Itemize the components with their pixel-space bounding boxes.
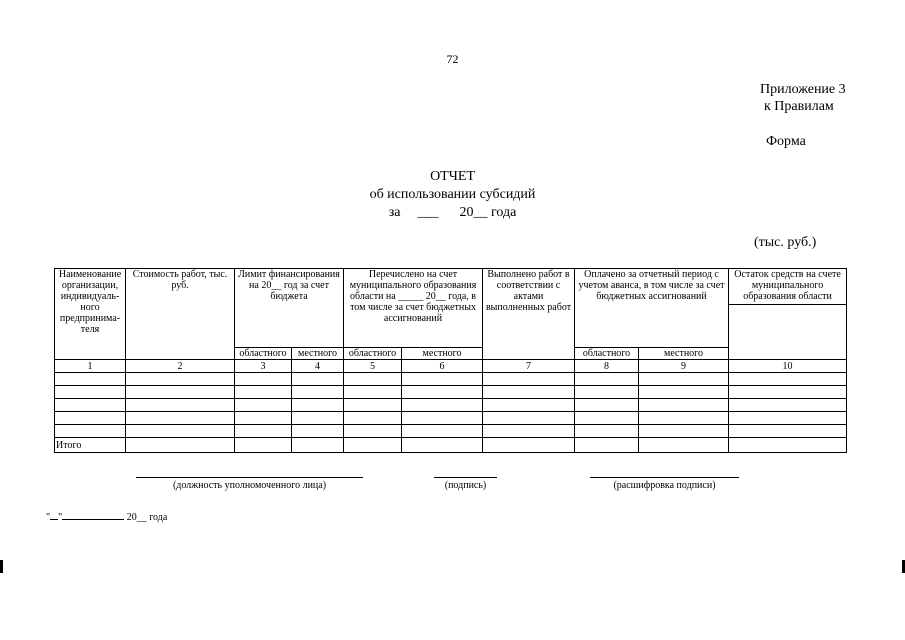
table-row xyxy=(55,399,847,412)
date-month-blank[interactable] xyxy=(62,510,124,520)
table-row xyxy=(55,373,847,386)
signature-line[interactable] xyxy=(434,477,497,478)
header-balance-label: Остаток средств на счете муниципального образования области xyxy=(734,269,841,302)
report-period xyxy=(0,204,905,221)
period-blank: ___ xyxy=(417,205,439,220)
total-cell[interactable] xyxy=(126,438,235,453)
header-row xyxy=(55,269,847,348)
appendix-line-1: Приложение 3 xyxy=(760,82,846,97)
table-cell[interactable] xyxy=(639,386,729,399)
column-number-row xyxy=(55,360,847,373)
table-cell[interactable] xyxy=(729,373,847,386)
position-signature-line[interactable] xyxy=(136,477,363,478)
table-cell[interactable] xyxy=(483,386,575,399)
table-cell[interactable] xyxy=(235,425,292,438)
subheader-paid-local: местного xyxy=(639,348,729,360)
table-cell[interactable] xyxy=(575,386,639,399)
total-cell[interactable] xyxy=(235,438,292,453)
column-number: 5 xyxy=(344,360,402,373)
table-cell[interactable] xyxy=(126,425,235,438)
header-funding-limit: Лимит финансирования на 20__ год за счет бюджета xyxy=(235,269,344,348)
table-cell[interactable] xyxy=(729,412,847,425)
table-cell[interactable] xyxy=(729,399,847,412)
subheader-limit-local: местного xyxy=(292,348,344,360)
signature-caption: (подпись) xyxy=(444,480,487,491)
table-cell[interactable] xyxy=(292,412,344,425)
total-cell[interactable] xyxy=(639,438,729,453)
total-cell[interactable] xyxy=(483,438,575,453)
column-number: 8 xyxy=(575,360,639,373)
report-table xyxy=(54,268,847,453)
appendix-heading xyxy=(760,81,846,115)
decoding-caption: (расшифровка подписи) xyxy=(613,480,716,491)
table-cell[interactable] xyxy=(402,412,483,425)
header-balance-empty-cell xyxy=(729,304,846,349)
date-close-quote: " xyxy=(58,512,63,523)
header-paid: Оплачено за отчетный период с учетом аванса, в том числе за счет бюджетных ассигнований xyxy=(575,269,729,348)
decoding-signature-line[interactable] xyxy=(590,477,739,478)
column-number: 9 xyxy=(639,360,729,373)
table-cell[interactable] xyxy=(292,399,344,412)
date-day-blank[interactable] xyxy=(50,510,58,520)
table-cell[interactable] xyxy=(292,425,344,438)
column-number: 6 xyxy=(402,360,483,373)
subheader-limit-regional: областного xyxy=(235,348,292,360)
position-caption: (должность уполномоченного лица) xyxy=(172,480,327,491)
form-label: Форма xyxy=(766,134,806,149)
table-cell[interactable] xyxy=(55,386,126,399)
header-balance xyxy=(729,269,847,360)
table-cell[interactable] xyxy=(344,412,402,425)
column-number: 10 xyxy=(729,360,847,373)
total-cell[interactable] xyxy=(292,438,344,453)
header-work-cost: Стоимость работ, тыс. руб. xyxy=(126,269,235,360)
total-cell[interactable] xyxy=(729,438,847,453)
date-open-quote: " xyxy=(46,512,51,523)
header-organization: Наименование организации, индивидуаль-ного предпринима-теля xyxy=(55,269,126,360)
table-cell[interactable] xyxy=(729,386,847,399)
column-number: 1 xyxy=(55,360,126,373)
date-year: 20__ года xyxy=(126,512,168,523)
table-cell[interactable] xyxy=(126,412,235,425)
header-work-completed: Выполнено работ в соответствии с актами выполненных работ xyxy=(483,269,575,360)
table-cell[interactable] xyxy=(483,425,575,438)
column-number: 4 xyxy=(292,360,344,373)
table-row xyxy=(55,386,847,399)
table-cell[interactable] xyxy=(126,386,235,399)
table-cell[interactable] xyxy=(575,425,639,438)
table-cell[interactable] xyxy=(344,399,402,412)
table-cell[interactable] xyxy=(55,399,126,412)
table-row xyxy=(55,425,847,438)
units-label: (тыс. руб.) xyxy=(754,235,817,250)
table-cell[interactable] xyxy=(292,373,344,386)
table-cell[interactable] xyxy=(639,373,729,386)
table-cell[interactable] xyxy=(575,373,639,386)
total-cell[interactable] xyxy=(575,438,639,453)
table-cell[interactable] xyxy=(235,399,292,412)
table-cell[interactable] xyxy=(55,373,126,386)
period-year: 20__ года xyxy=(459,205,517,220)
table-cell[interactable] xyxy=(344,373,402,386)
table-cell[interactable] xyxy=(402,386,483,399)
table-cell[interactable] xyxy=(126,399,235,412)
total-cell[interactable] xyxy=(402,438,483,453)
subheader-paid-regional: областного xyxy=(575,348,639,360)
table-cell[interactable] xyxy=(639,412,729,425)
header-transferred: Перечислено на счет муниципального образования области на _____ 20__ года, в том числе за счет бюджетных ассигнований xyxy=(344,269,483,348)
table-cell[interactable] xyxy=(235,373,292,386)
total-label: Итого xyxy=(55,438,126,453)
table-cell[interactable] xyxy=(402,425,483,438)
subheader-transferred-regional: областного xyxy=(344,348,402,360)
total-cell[interactable] xyxy=(344,438,402,453)
table-cell[interactable] xyxy=(344,386,402,399)
table-cell[interactable] xyxy=(483,373,575,386)
table-cell[interactable] xyxy=(639,399,729,412)
table-cell[interactable] xyxy=(55,412,126,425)
total-row xyxy=(55,438,847,453)
table-cell[interactable] xyxy=(483,399,575,412)
table-cell[interactable] xyxy=(126,373,235,386)
table-cell[interactable] xyxy=(235,412,292,425)
table-cell[interactable] xyxy=(483,412,575,425)
table-row xyxy=(55,412,847,425)
period-prefix: за xyxy=(388,205,401,220)
table-cell[interactable] xyxy=(575,399,639,412)
appendix-line-2: к Правилам xyxy=(764,99,834,114)
scan-edge-mark-left xyxy=(0,560,3,573)
column-number: 2 xyxy=(126,360,235,373)
report-title: ОТЧЕТ xyxy=(430,169,475,184)
table-cell[interactable] xyxy=(344,425,402,438)
date-line xyxy=(46,510,167,523)
table-cell[interactable] xyxy=(402,373,483,386)
table-cell[interactable] xyxy=(639,425,729,438)
column-number: 7 xyxy=(483,360,575,373)
table-cell[interactable] xyxy=(402,399,483,412)
table-cell[interactable] xyxy=(235,386,292,399)
page-number: 72 xyxy=(446,52,459,66)
table-cell[interactable] xyxy=(575,412,639,425)
subheader-transferred-local: местного xyxy=(402,348,483,360)
table-cell[interactable] xyxy=(729,425,847,438)
column-number: 3 xyxy=(235,360,292,373)
table-cell[interactable] xyxy=(292,386,344,399)
report-subtitle: об использовании субсидий xyxy=(369,187,536,202)
table-cell[interactable] xyxy=(55,425,126,438)
